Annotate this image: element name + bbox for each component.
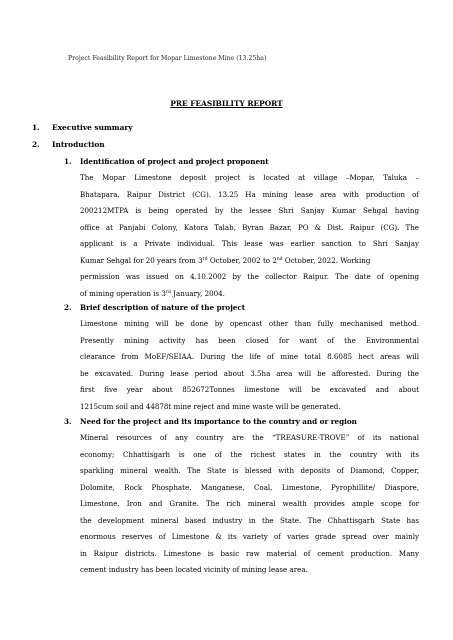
section-number: 1.: [32, 123, 40, 132]
paragraph-line: Limestone, Iron and Granite. The rich mineral wealth provides ample scope for: [80, 499, 419, 508]
section-executive-summary: [32, 123, 133, 132]
section-introduction: [32, 140, 105, 149]
paragraph-line: first five year about 852672Tonnes limestone will be excavated and about: [80, 385, 419, 394]
paragraph-line: Limestone mining will be done by opencast other than fully mechanised method.: [80, 319, 419, 328]
paragraph-identification: [80, 170, 419, 302]
paragraph-description: [80, 316, 419, 415]
page-header: Project Feasibility Report for Mopar Limestone Mine (13.25ha): [68, 55, 267, 62]
section-number: 2.: [32, 140, 40, 149]
subsection-label: Identification of project and project proponent: [80, 157, 269, 166]
report-title: PRE FEASIBILITY REPORT: [170, 99, 283, 108]
text-run: of mining operation is 3: [80, 288, 166, 298]
text-run: October, 2002 to 2: [207, 255, 277, 265]
paragraph-line: cement industry has been located vicinity of mining lease area.: [80, 565, 308, 574]
paragraph-line: sparkling mineral wealth. The State is blessed with deposits of Diamond, Copper,: [80, 466, 419, 475]
paragraph-line: applicant is a Private individual. This lease was earlier sanction to Shri Sanjay: [80, 239, 419, 248]
paragraph-line: [80, 253, 419, 270]
subsection-label: Need for the project and its importance to the country and or region: [80, 417, 357, 426]
superscript: rd: [202, 256, 208, 262]
subsection-label: Brief description of nature of the project: [80, 303, 246, 312]
paragraph-line: clearance from MoEF/SEIAA. During the life of mine total 8.6085 hect areas will: [80, 352, 419, 361]
paragraph-line: permission was issued on 4.10.2002 by the collector Raipur. The date of opening: [80, 272, 419, 281]
paragraph-line: enormous reserves of Limestone & its variety of varies grade spread over mainly: [80, 532, 419, 541]
subsection-number: 3.: [64, 417, 72, 426]
section-label: Executive summary: [52, 123, 133, 132]
subsection-number: 1.: [64, 157, 72, 166]
text-run: [80, 253, 370, 270]
paragraph-line: Mineral resources of any country are the “TREASURE-TROVE” of its national: [80, 433, 419, 442]
paragraph-line: in Raipur districts. Limestone is basic raw material of cement production. Many: [80, 548, 419, 558]
paragraph-line: 1215cum soil and 44878t mine reject and mine waste will be generated.: [80, 401, 341, 411]
subsection-need-heading: [64, 417, 357, 426]
paragraph-line: the development mineral based industry in the State. The Chhattisgarh State has: [80, 515, 419, 525]
paragraph-line: Dolomite, Rock Phosphate, Manganese, Coal, Limestone, Pyrophillite/ Diaspore,: [80, 482, 419, 492]
text-run: October, 2022. Working: [282, 255, 371, 265]
subsection-description-heading: [64, 303, 245, 312]
paragraph-line: [80, 286, 419, 303]
paragraph-need: [80, 430, 419, 579]
superscript: nd: [276, 256, 283, 262]
paragraph-line: Bhatapara, Raipur District (CG). 13.25 Ha mining lease area with production of: [80, 189, 419, 199]
paragraph-line: Presently mining activity has been closed for want of the Environmental: [80, 335, 419, 345]
text-run: January, 2004.: [170, 288, 225, 298]
paragraph-line: economy; Chhattisgarh is one of the richest states in the country with its: [80, 449, 419, 459]
paragraph-line: be excavated. During lease period about 3.5ha area will be afforested. During the: [80, 368, 419, 378]
subsection-identification-heading: [64, 157, 269, 166]
paragraph-line: The Mopar Limestone deposit project is located at village –Mopar, Taluka –: [80, 173, 419, 182]
section-label: Introduction: [52, 140, 105, 149]
subsection-number: 2.: [64, 303, 72, 312]
superscript: rd: [165, 289, 171, 295]
paragraph-line: office at Panjabi Colony, Katora Talab, Byran Bazar, PO & Dist. Raipur (CG). The: [80, 222, 419, 232]
text-run: Kumar Sehgal for 20 years from 3: [80, 255, 203, 265]
paragraph-line: 200212MTPA is being operated by the lessee Shri Sanjay Kumar Sehgal having: [80, 206, 419, 215]
